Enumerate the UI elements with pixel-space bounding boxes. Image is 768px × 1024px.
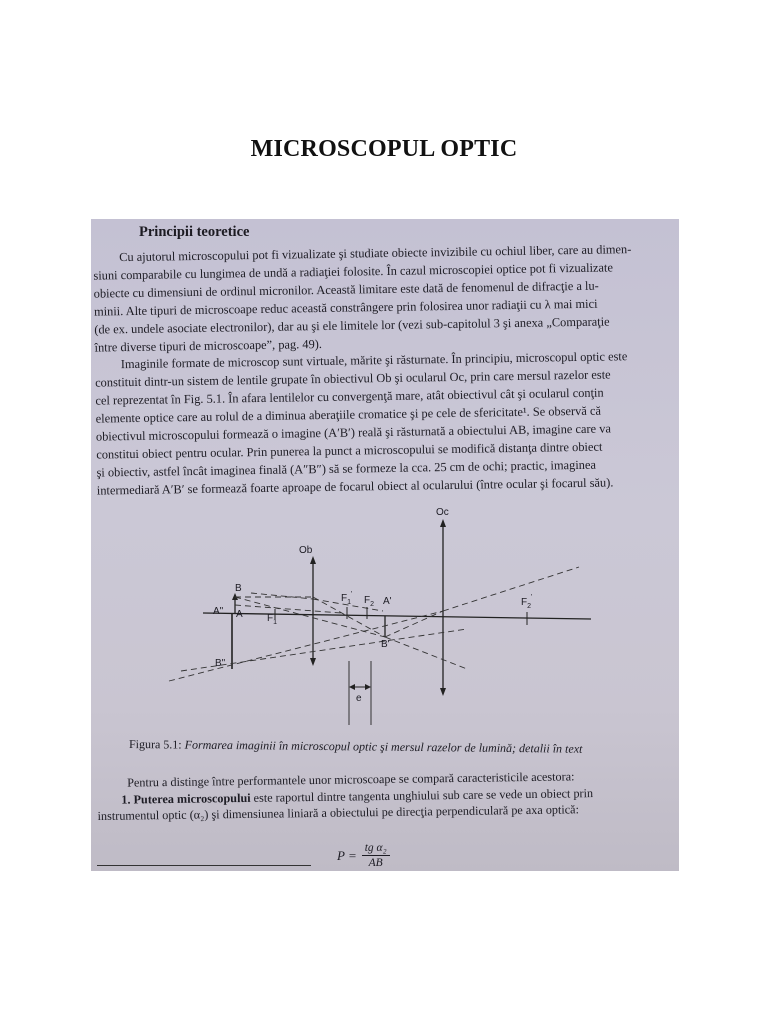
text-line: instrumentul optic (α₂) şi dimensiunea liniară a obiectului pe direcţia perpendiculară pe axa optică: [97,802,580,824]
text-line: Cu ajutorul microscopului pot fi vizualizate şi studiate obiecte invizibile cu ochiul liber, care au dimen- [119,242,632,265]
text-line: obiectivul microscopului formează o imagine (A′B′) reală şi răsturnată a obiectului AB, imagine care va [95,421,612,444]
theory-text [91,240,679,500]
label-f2-prime: $F_2'$ [521,594,533,610]
power-formula [337,841,390,870]
text-line: Imaginile formate de microscop sunt virtuale, mărite şi răsturnate. În principiu, microscopul optic este [120,349,628,372]
label-b-prime: B' [381,639,390,650]
text-line: şi obiectiv, astfel încât imaginea finală (A″B″) să se formeze la cca. 25 cm de ochi; practic, imaginea [96,457,597,480]
label-oc: Oc [436,507,449,518]
item-title: Puterea microscopului [133,790,251,807]
formula-denominator: AB [368,857,383,869]
text-line: cel reprezentat în Fig. 5.1. În afara lentilelor cu convergenţă mare, atât obiectivul cât şi ocularul conţin [95,385,604,408]
label-a-prime: A' [383,596,392,607]
text-line: constitui obiect pentru ocular. Prin punerea la punct a microscopului se modifică distanţa dintre obiect [96,439,603,462]
caption-text: Formarea imaginii în microscopul optic şi mersul razelor de lumină; detalii în text [184,737,583,756]
label-f2: $F_2$ [364,595,375,608]
formula-lhs: P = [337,847,357,863]
label-e: e [356,693,362,704]
footnote-divider [97,865,311,866]
label-ob: Ob [299,545,313,556]
text-line: minii. Alte tipuri de microscoape reduc această constrângere prin folosirea unor radiaţii cu λ mai mici [93,296,598,319]
label-f1-prime: $F_1'$ [341,591,353,606]
characteristics-text [91,767,679,825]
label-a: A [236,609,243,620]
text-line: constituit dintr-un sistem de lentile grupate în obiectivul Ob şi ocularul Oc, prin care mersul razelor este [95,367,611,390]
text-line: Pentru a distinge între performantele unor microscoape se compară caracteristicile acestora: [127,769,575,790]
optical-axis [203,613,591,619]
arrow-down-icon [310,658,316,666]
label-b-double: B" [215,658,226,669]
label-b: B [235,583,242,594]
arrow-down-icon [440,688,446,696]
formula-fraction [362,841,390,870]
text-line: obiecte cu dimensiuni de ordinul micronilor. Această limitare este dată de fenomenul de difracţie a lu- [93,278,599,301]
item-number: 1. [121,792,134,807]
text-line: intermediară A′B′ se formează foarte aproape de focarul obiect al ocularului (între ocular şi focarul său). [96,475,614,498]
label-f1: $F_1$ [267,613,278,626]
scanned-page-photo [91,219,679,871]
arrow-up-icon [310,556,316,564]
page-title: MICROSCOPUL OPTIC [250,136,518,162]
label-a-double: A" [213,606,224,617]
caption-prefix: Figura 5.1: [128,737,185,752]
ray-diagram [91,501,679,741]
text-line: (de ex. undele asociate electronilor), dar au şi ele limitele lor (vezi sub-capitolul 3 şi anexa „Comparaţie [94,314,610,337]
text-line: siuni comparabile cu lungimea de undă a radiaţiei folosite. În cazul microscopiei optice pot fi vizualizate [93,260,614,283]
text-line: elemente optice care au rolul de a diminua aberaţiile cromatice şi pe cele de sfericitate¹. Se observă că [95,403,602,426]
item-rest: este raportul dintre tangenta unghiului sub care se vede un obiect prin [250,785,594,805]
text-line: între diverse tipuri de microscoape”, pag. 49). [94,336,323,355]
section-heading: Principii teoretice [139,224,250,240]
formula-numerator: tg α₂ [362,841,390,856]
arrow-up-icon [440,519,446,527]
